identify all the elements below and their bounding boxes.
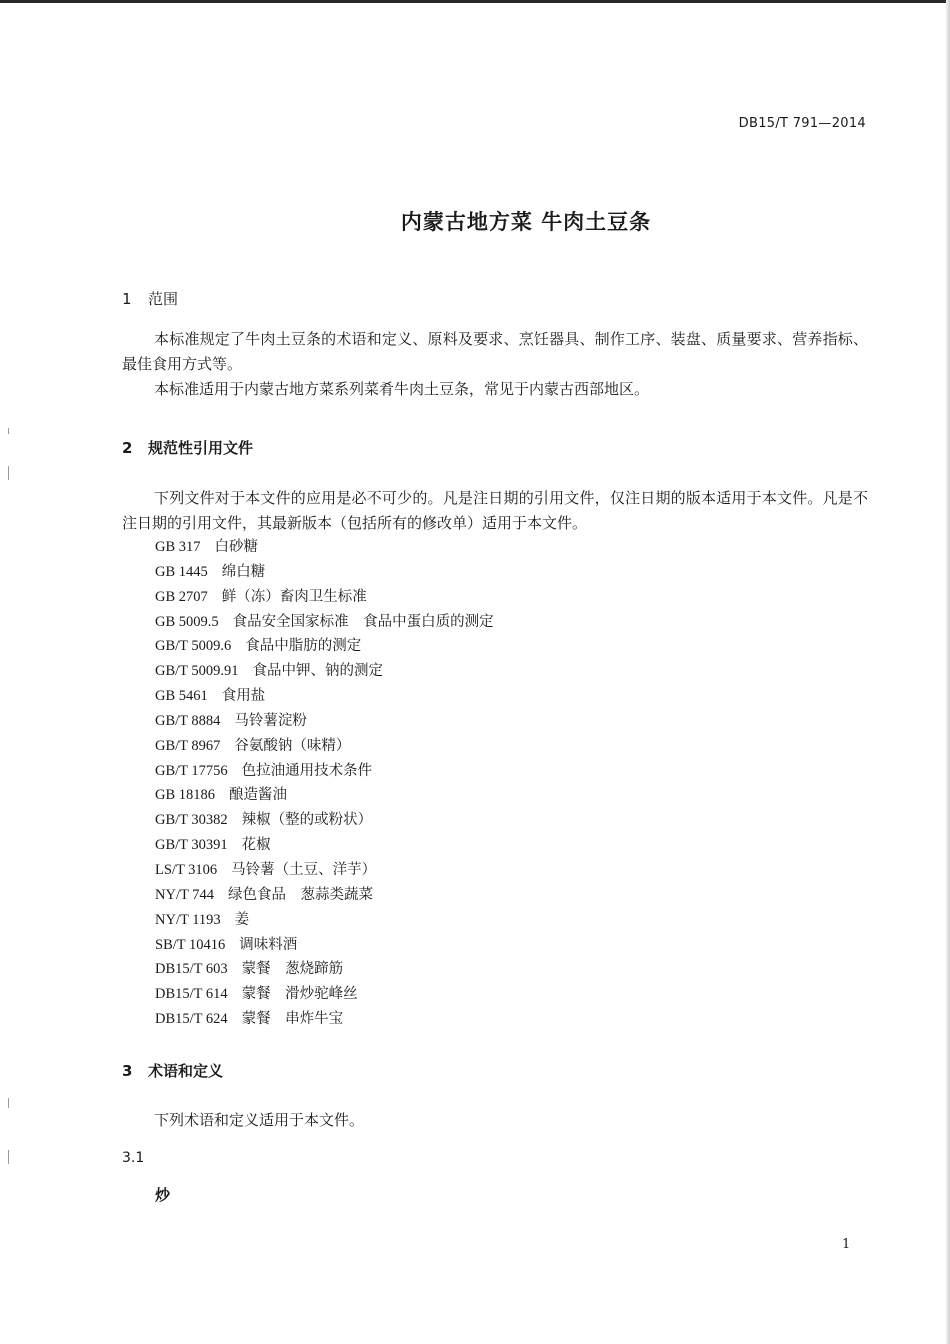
reference-name: 马铃薯淀粉 xyxy=(234,712,307,729)
reference-code: GB/T 30382 xyxy=(155,812,228,829)
scan-speck xyxy=(8,1098,9,1108)
reference-name: 蒙餐 滑炒驼峰丝 xyxy=(241,986,358,1003)
reference-item xyxy=(155,585,494,610)
section-title: 范围 xyxy=(148,290,179,308)
reference-item xyxy=(155,1007,494,1032)
reference-item xyxy=(155,709,494,734)
section-number: 3 xyxy=(122,1062,133,1080)
term-word: 炒 xyxy=(155,1186,171,1204)
reference-item xyxy=(155,957,494,982)
scan-edge-top xyxy=(0,0,950,3)
reference-code: LS/T 3106 xyxy=(155,861,218,878)
section-3-heading xyxy=(122,1060,223,1081)
reference-code: GB/T 5009.6 xyxy=(155,638,232,655)
reference-item xyxy=(155,933,494,958)
reference-name: 绵白糖 xyxy=(221,563,266,580)
reference-name: 蒙餐 串炸牛宝 xyxy=(241,1011,344,1028)
reference-item xyxy=(155,883,494,908)
page-number: 1 xyxy=(842,1237,851,1252)
document-title: 内蒙古地方菜 牛肉土豆条 xyxy=(400,210,652,234)
reference-name: 食品中钾、钠的测定 xyxy=(252,663,384,680)
reference-code: GB/T 30391 xyxy=(155,837,228,854)
section-number: 1 xyxy=(122,290,132,308)
reference-code: NY/T 1193 xyxy=(155,911,221,928)
reference-name: 酿造酱油 xyxy=(229,787,288,804)
reference-item xyxy=(155,659,494,684)
document-code: DB15/T 791—2014 xyxy=(738,116,866,131)
reference-item xyxy=(155,833,494,858)
reference-code: GB/T 17756 xyxy=(155,762,228,779)
reference-name: 花椒 xyxy=(241,837,271,854)
reference-code: GB/T 8967 xyxy=(155,737,221,754)
reference-name: 白砂糖 xyxy=(214,539,259,555)
scan-edge-right xyxy=(946,0,950,1344)
reference-name: 辣椒（整的或粉状） xyxy=(241,812,373,829)
section-title: 术语和定义 xyxy=(148,1062,224,1080)
section-2-heading xyxy=(122,437,253,458)
terms-intro: 下列术语和定义适用于本文件。 xyxy=(154,1111,365,1129)
reference-item xyxy=(155,982,494,1007)
reference-name: 蒙餐 葱烧蹄筋 xyxy=(241,961,344,978)
reference-code: NY/T 744 xyxy=(155,886,214,903)
section-title: 规范性引用文件 xyxy=(148,439,254,457)
scan-speck xyxy=(8,1150,9,1164)
reference-code: GB 317 xyxy=(155,539,201,555)
reference-item xyxy=(155,908,494,933)
reference-code: DB15/T 624 xyxy=(155,1011,228,1028)
reference-name: 绿色食品 葱蒜类蔬菜 xyxy=(227,886,373,903)
reference-item xyxy=(155,634,494,659)
reference-code: SB/T 10416 xyxy=(155,936,226,953)
reference-item xyxy=(155,610,494,635)
reference-item xyxy=(155,808,494,833)
reference-name: 调味料酒 xyxy=(239,936,298,953)
reference-code: DB15/T 614 xyxy=(155,986,228,1003)
reference-code: GB 5009.5 xyxy=(155,613,219,630)
reference-code: GB/T 8884 xyxy=(155,712,221,729)
scope-paragraph-1: 本标准规定了牛肉土豆条的术语和定义、原料及要求、烹饪器具、制作工序、装盘、质量要求、营养指标、最佳食用方式等。 xyxy=(122,330,868,373)
reference-code: DB15/T 603 xyxy=(155,961,228,978)
references-intro: 下列文件对于本文件的应用是必不可少的。凡是注日期的引用文件，仅注日期的版本适用于本文件。凡是不注日期的引用文件，其最新版本（包括所有的修改单）适用于本文件。 xyxy=(122,489,868,532)
reference-name: 姜 xyxy=(234,911,250,928)
reference-item xyxy=(155,858,494,883)
reference-name: 鲜（冻）畜肉卫生标准 xyxy=(221,588,367,605)
reference-name: 食品中脂肪的测定 xyxy=(245,638,362,655)
reference-name: 食用盐 xyxy=(221,688,266,705)
reference-code: GB 2707 xyxy=(155,588,208,605)
reference-name: 马铃薯（土豆、洋芋） xyxy=(231,861,377,878)
reference-item xyxy=(155,535,494,560)
reference-name: 谷氨酸钠（味精） xyxy=(234,737,351,754)
reference-item xyxy=(155,783,494,808)
reference-code: GB/T 5009.91 xyxy=(155,663,239,680)
section-1-heading xyxy=(122,288,178,309)
scan-speck xyxy=(8,466,9,480)
scan-speck xyxy=(8,428,9,434)
scope-paragraph-2: 本标准适用于内蒙古地方菜系列菜肴牛肉土豆条，常见于内蒙古西部地区。 xyxy=(154,380,650,398)
reference-item xyxy=(155,734,494,759)
reference-name: 色拉油通用技术条件 xyxy=(241,762,373,779)
term-number: 3.1 xyxy=(122,1150,145,1166)
reference-list xyxy=(155,535,494,1032)
reference-item xyxy=(155,759,494,784)
reference-item xyxy=(155,684,494,709)
reference-item xyxy=(155,560,494,585)
reference-name: 食品安全国家标准 食品中蛋白质的测定 xyxy=(232,613,494,630)
reference-code: GB 18186 xyxy=(155,787,216,804)
reference-code: GB 1445 xyxy=(155,563,208,580)
section-number: 2 xyxy=(122,439,133,457)
reference-code: GB 5461 xyxy=(155,688,208,705)
